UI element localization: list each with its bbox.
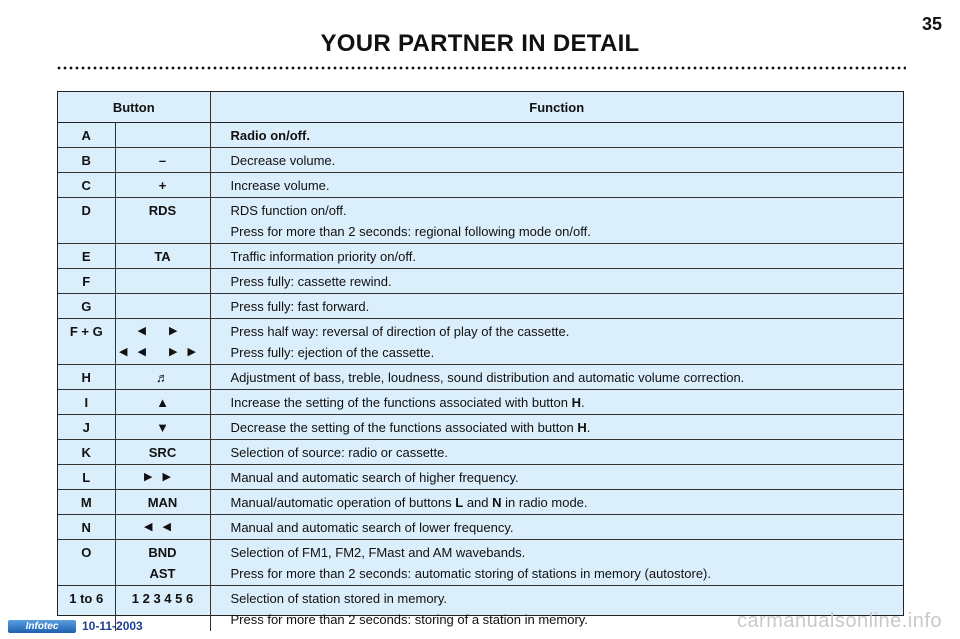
button-symbol-cell bbox=[115, 198, 210, 244]
function-description bbox=[210, 294, 903, 319]
table-body bbox=[58, 123, 903, 632]
function-line: Traffic information priority on/off. bbox=[230, 249, 416, 264]
button-key: I bbox=[58, 390, 115, 415]
button-symbol-cell bbox=[115, 515, 210, 540]
table-row bbox=[58, 390, 903, 415]
button-symbol: 1 2 3 4 5 6 bbox=[131, 591, 194, 606]
button-symbol-cell bbox=[115, 540, 210, 586]
button-symbol-cell bbox=[115, 319, 210, 365]
table-row bbox=[58, 244, 903, 269]
button-symbol: MAN bbox=[147, 495, 178, 510]
function-description bbox=[210, 319, 903, 365]
button-symbol-cell bbox=[115, 269, 210, 294]
button-symbol: RDS bbox=[148, 203, 177, 218]
button-key: D bbox=[58, 198, 115, 244]
button-symbol-cell bbox=[115, 465, 210, 490]
button-symbol-cell bbox=[115, 173, 210, 198]
button-symbol-cell bbox=[115, 440, 210, 465]
page-number: 35 bbox=[921, 14, 942, 34]
button-symbol-cell bbox=[115, 490, 210, 515]
button-symbol-cell bbox=[115, 244, 210, 269]
function-line: Press for more than 2 seconds: automatic storing of stations in memory (autostore). bbox=[230, 566, 711, 581]
button-key: O bbox=[58, 540, 115, 586]
function-line: Decrease volume. bbox=[230, 153, 336, 168]
button-key: E bbox=[58, 244, 115, 269]
table-row bbox=[58, 515, 903, 540]
table-row bbox=[58, 465, 903, 490]
button-key: K bbox=[58, 440, 115, 465]
button-symbol: BND bbox=[148, 545, 177, 560]
function-description bbox=[210, 198, 903, 244]
button-symbol: TA bbox=[154, 249, 171, 264]
function-line: Press for more than 2 seconds: regional following mode on/off. bbox=[230, 224, 591, 239]
table-row bbox=[58, 123, 903, 148]
function-description bbox=[210, 173, 903, 198]
table-row bbox=[58, 173, 903, 198]
button-symbol: SRC bbox=[148, 445, 177, 460]
button-symbol: + bbox=[158, 178, 167, 193]
dotted-divider bbox=[56, 66, 906, 70]
button-symbol bbox=[116, 127, 210, 144]
function-description bbox=[210, 269, 903, 294]
table-row bbox=[58, 269, 903, 294]
function-line: Decrease the setting of the functions associated with button H. bbox=[230, 420, 591, 435]
button-key: G bbox=[58, 294, 115, 319]
button-key: N bbox=[58, 515, 115, 540]
button-symbol-cell bbox=[115, 148, 210, 173]
button-symbol: – bbox=[158, 153, 167, 168]
button-symbol: AST bbox=[149, 566, 176, 581]
table-row bbox=[58, 540, 903, 586]
button-symbol: ◀◀ ▶▶ bbox=[119, 346, 206, 358]
table-header-row bbox=[58, 92, 903, 123]
watermark: carmanualsonline.info bbox=[736, 610, 942, 632]
function-line: Radio on/off. bbox=[230, 128, 310, 143]
button-symbol: ▲ bbox=[156, 395, 169, 410]
button-key: C bbox=[58, 173, 115, 198]
function-line: Press fully: fast forward. bbox=[230, 299, 370, 314]
button-symbol bbox=[116, 298, 210, 315]
function-line: Press fully: cassette rewind. bbox=[230, 274, 392, 289]
table-row bbox=[58, 490, 903, 515]
function-line: Adjustment of bass, treble, loudness, sound distribution and automatic volume correction. bbox=[230, 370, 745, 385]
function-line: Selection of station stored in memory. bbox=[230, 591, 448, 606]
button-symbol-cell bbox=[115, 365, 210, 390]
button-key: 1 to 6 bbox=[58, 586, 115, 632]
function-description bbox=[210, 148, 903, 173]
function-line: Manual/automatic operation of buttons L and N in radio mode. bbox=[230, 495, 588, 510]
table-row bbox=[58, 198, 903, 244]
button-key: F bbox=[58, 269, 115, 294]
button-symbol-cell bbox=[115, 390, 210, 415]
button-symbol: ◀◀ bbox=[144, 521, 181, 533]
table-row bbox=[58, 148, 903, 173]
function-description bbox=[210, 244, 903, 269]
function-line: Increase the setting of the functions associated with button H. bbox=[230, 395, 585, 410]
table-row bbox=[58, 415, 903, 440]
function-description bbox=[210, 365, 903, 390]
function-line: Increase volume. bbox=[230, 178, 330, 193]
column-header-button: Button bbox=[58, 92, 210, 123]
function-description bbox=[210, 415, 903, 440]
button-symbol-cell bbox=[115, 123, 210, 148]
footer-date: 10-11-2003 bbox=[82, 619, 143, 633]
function-description bbox=[210, 440, 903, 465]
function-line: Selection of FM1, FM2, FMast and AM wavebands. bbox=[230, 545, 526, 560]
button-key: B bbox=[58, 148, 115, 173]
infotec-logo: Infotec bbox=[8, 620, 76, 633]
function-description bbox=[210, 515, 903, 540]
table-row bbox=[58, 440, 903, 465]
function-line: Manual and automatic search of higher frequency. bbox=[230, 470, 519, 485]
function-line: Press for more than 2 seconds: storing of a station in memory. bbox=[230, 612, 588, 627]
button-key: F + G bbox=[58, 319, 115, 365]
function-line: RDS function on/off. bbox=[230, 203, 347, 218]
button-key: A bbox=[58, 123, 115, 148]
button-key: M bbox=[58, 490, 115, 515]
function-line: Selection of source: radio or cassette. bbox=[230, 445, 449, 460]
function-line: Manual and automatic search of lower frequency. bbox=[230, 520, 514, 535]
table-row bbox=[58, 319, 903, 365]
page-title: YOUR PARTNER IN DETAIL bbox=[320, 30, 640, 57]
function-line: Press half way: reversal of direction of play of the cassette. bbox=[230, 324, 570, 339]
function-description bbox=[210, 123, 903, 148]
button-symbol-cell bbox=[115, 294, 210, 319]
button-symbol bbox=[116, 273, 210, 290]
table-row bbox=[58, 294, 903, 319]
button-symbol: ◀ ▶ bbox=[137, 325, 188, 337]
function-description bbox=[210, 465, 903, 490]
button-key: J bbox=[58, 415, 115, 440]
function-description bbox=[210, 390, 903, 415]
button-key: L bbox=[58, 465, 115, 490]
table-row bbox=[58, 365, 903, 390]
function-description bbox=[210, 490, 903, 515]
button-symbol-cell bbox=[115, 415, 210, 440]
function-description bbox=[210, 540, 903, 586]
button-key: H bbox=[58, 365, 115, 390]
button-symbol: ♬ bbox=[156, 370, 169, 385]
function-line: Press fully: ejection of the cassette. bbox=[230, 345, 435, 360]
button-symbol: ▼ bbox=[156, 420, 169, 435]
column-header-function: Function bbox=[210, 92, 903, 123]
button-symbol: ▶▶ bbox=[144, 471, 181, 483]
